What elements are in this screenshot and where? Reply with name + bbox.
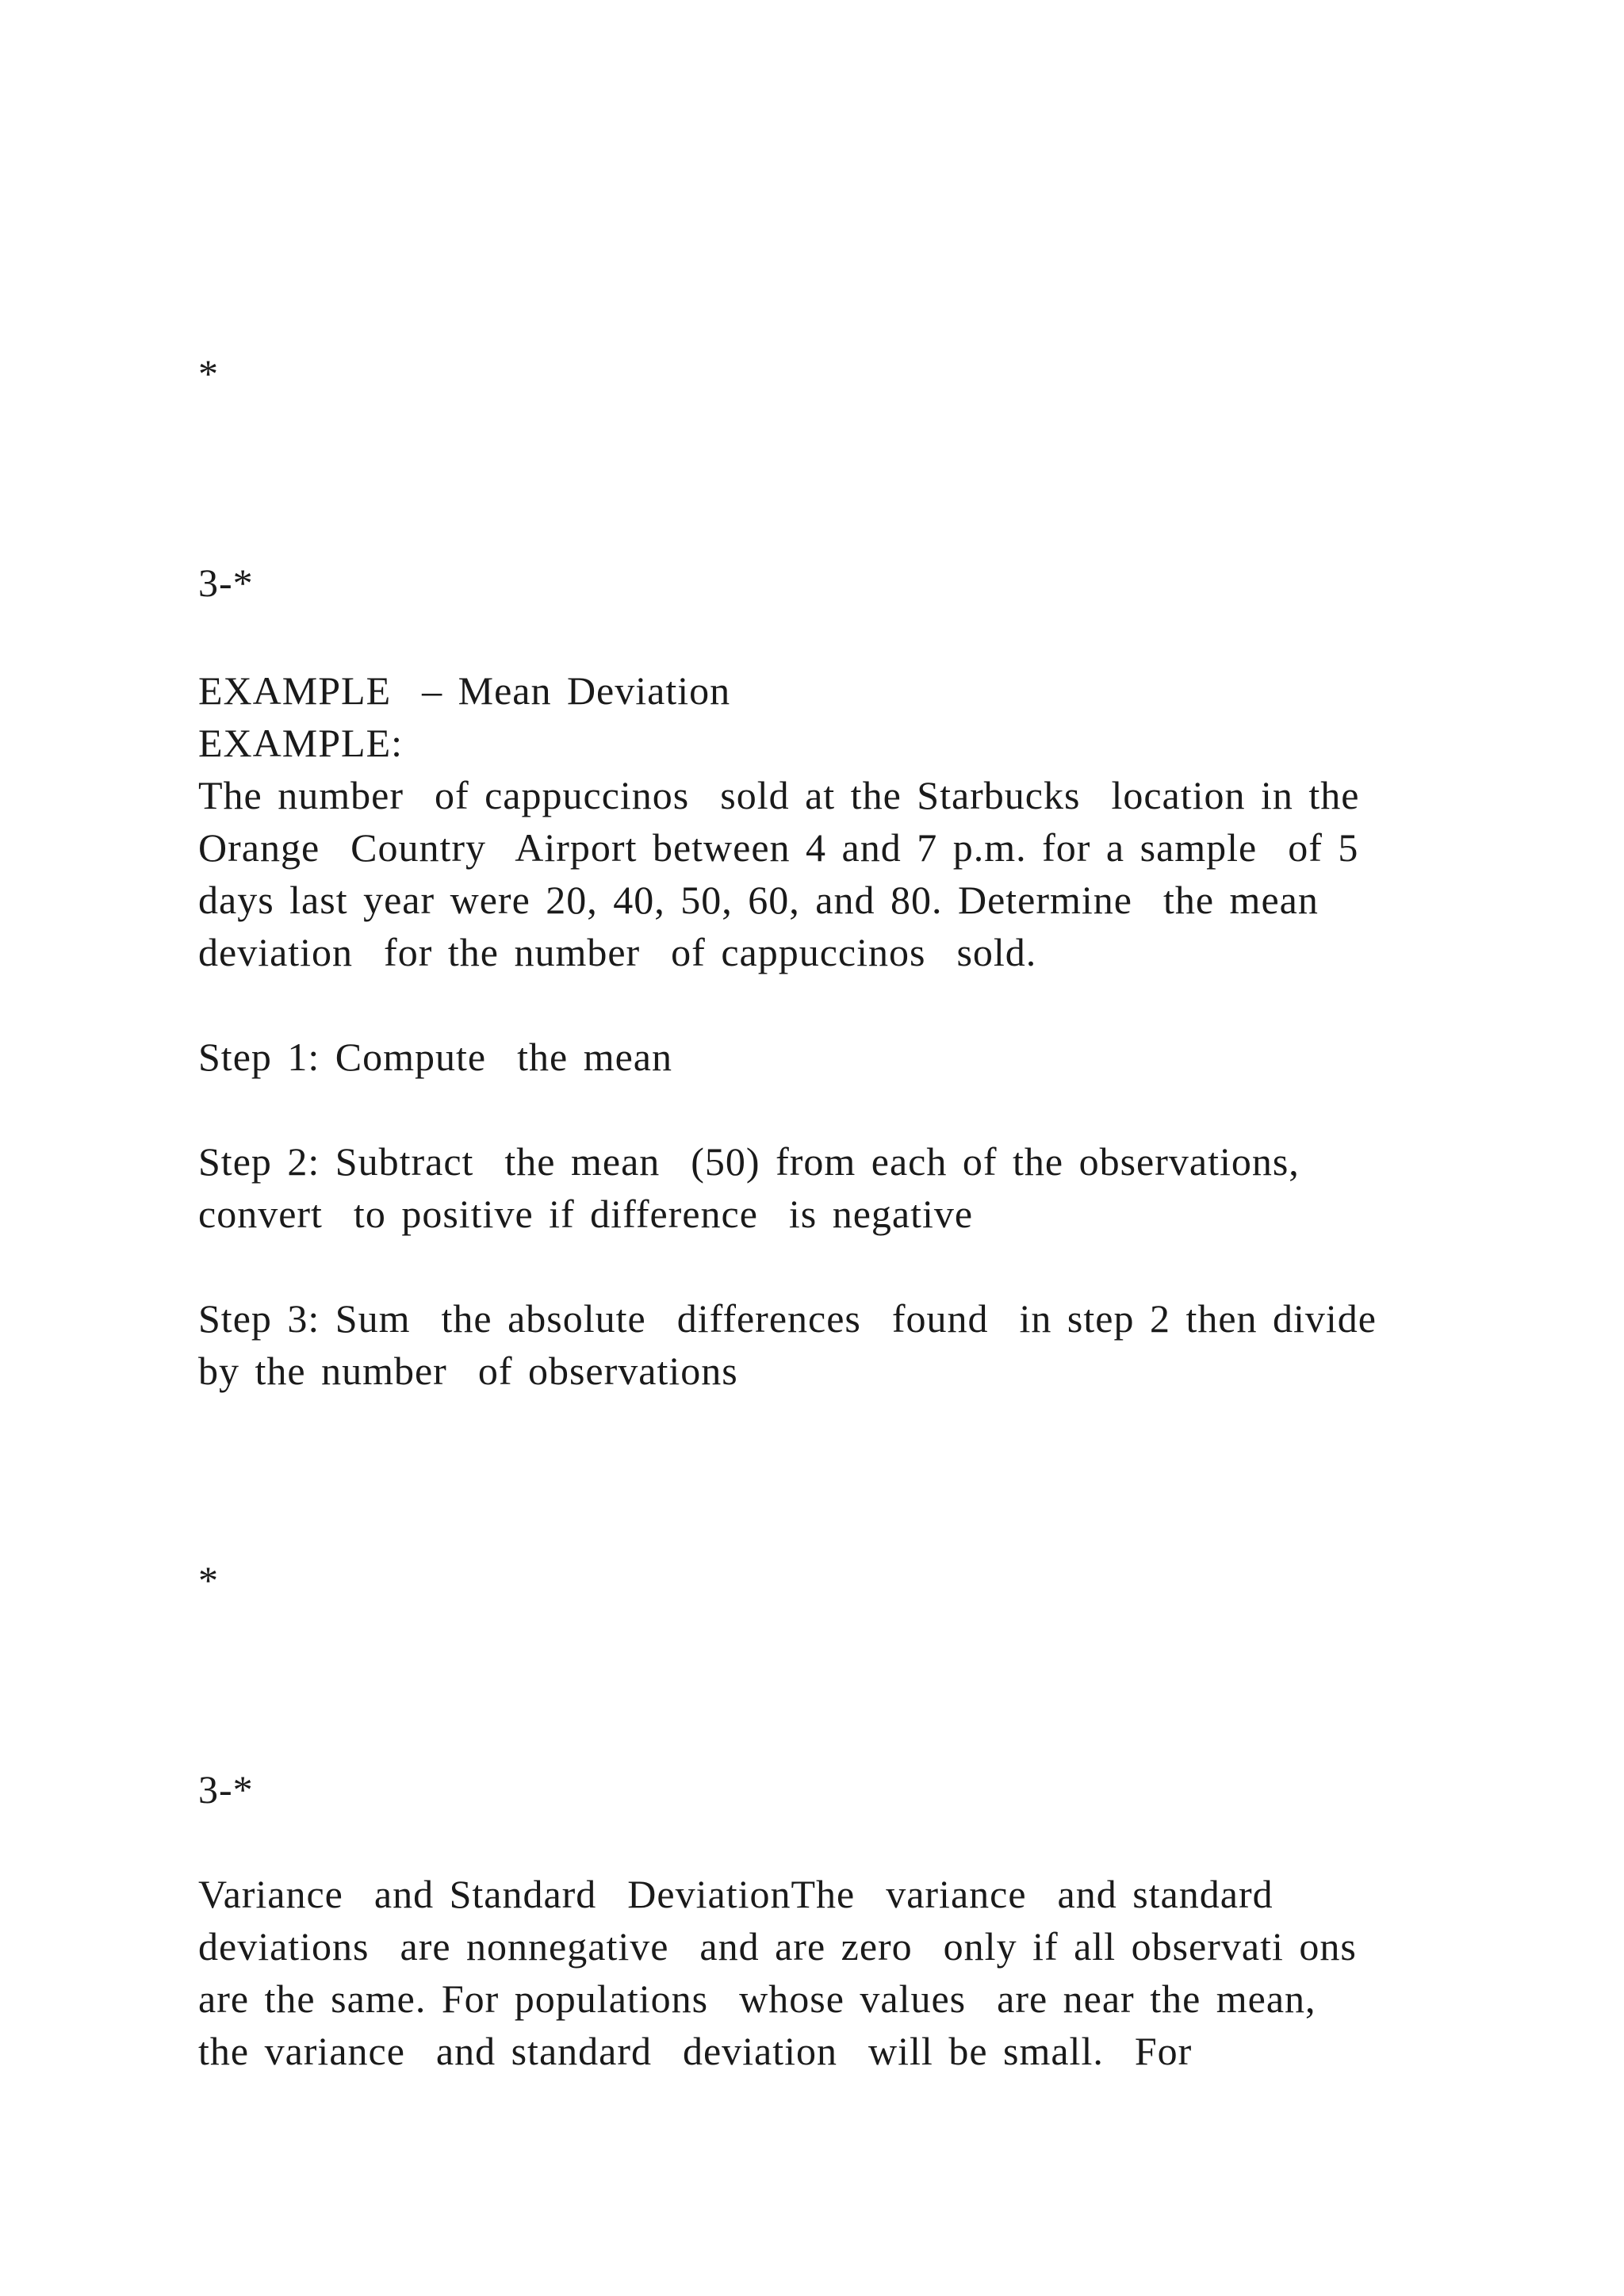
problem-line: deviation for the number of cappuccinos sold. bbox=[198, 930, 1037, 974]
slide-marker: * bbox=[198, 351, 219, 396]
example-label: EXAMPLE: bbox=[198, 721, 403, 765]
body-line: deviations are nonnegative and are zero only if all observati ons bbox=[198, 1924, 1357, 1969]
slide-number: 3-* bbox=[198, 1767, 254, 1812]
problem-line: days last year were 20, 40, 50, 60, and 80. Determine the mean bbox=[198, 878, 1319, 922]
step-1: Step 1: Compute the mean bbox=[198, 1035, 672, 1079]
slide-number: 3-* bbox=[198, 561, 254, 605]
body-line: the variance and standard deviation will be small. For bbox=[198, 2029, 1193, 2073]
body-line: Variance and Standard DeviationThe variance and standard bbox=[198, 1872, 1274, 1916]
body-line: are the same. For populations whose values are near the mean, bbox=[198, 1976, 1316, 2021]
step-2-line: convert to positive if difference is negative bbox=[198, 1192, 974, 1236]
problem-line: The number of cappuccinos sold at the Starbucks location in the bbox=[198, 773, 1360, 817]
problem-line: Orange Country Airport between 4 and 7 p.m. for a sample of 5 bbox=[198, 825, 1359, 870]
slide-marker: * bbox=[198, 1558, 219, 1602]
step-2-line: Step 2: Subtract the mean (50) from each of the observations, bbox=[198, 1139, 1300, 1184]
slide-title: EXAMPLE – Mean Deviation bbox=[198, 668, 731, 713]
step-3-line: by the number of observations bbox=[198, 1349, 738, 1393]
step-3-line: Step 3: Sum the absolute differences found in step 2 then divide bbox=[198, 1296, 1377, 1341]
